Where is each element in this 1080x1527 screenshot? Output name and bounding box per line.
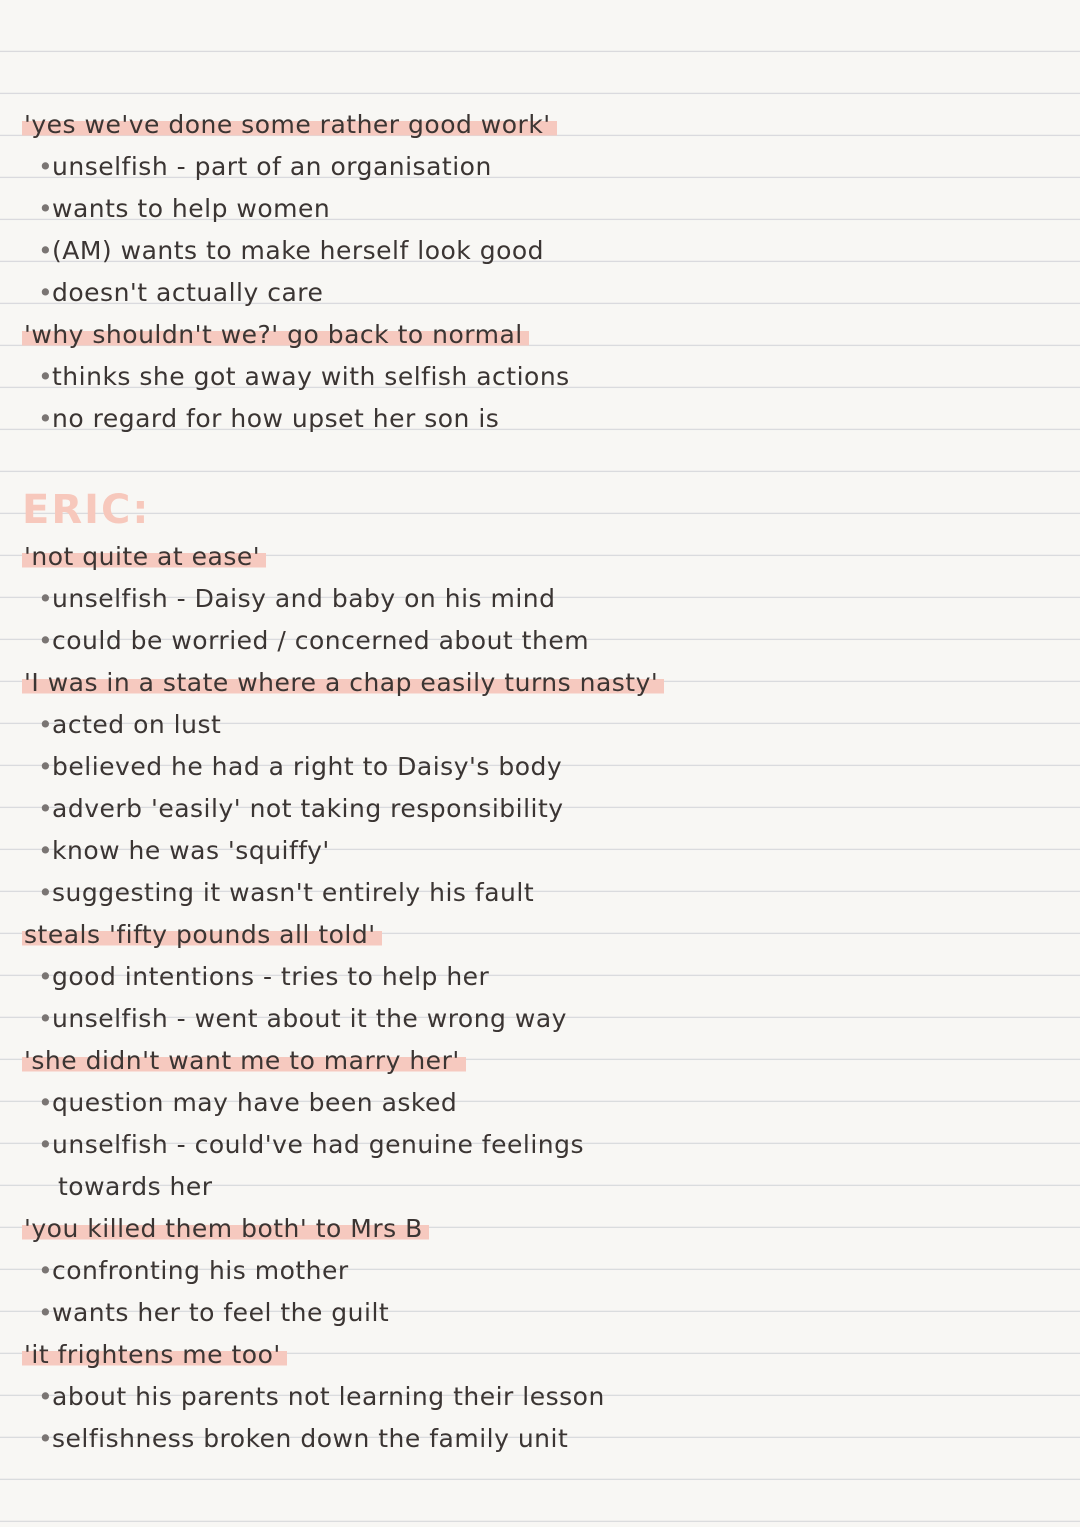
bullet-line — [22, 1376, 1062, 1418]
bullet-line — [22, 1250, 1062, 1292]
blank-line — [22, 440, 1062, 482]
quote-highlight: 'why shouldn't we?' go back to normal — [22, 320, 529, 349]
bullet-dot-icon: • — [38, 1424, 54, 1453]
bullet-dot-icon: • — [38, 836, 54, 865]
bullet-line — [22, 830, 1062, 872]
bullet-line — [22, 272, 1062, 314]
bullet-text: adverb 'easily' not taking responsibility — [52, 794, 564, 823]
bullet-dot-icon: • — [38, 152, 54, 181]
bullet-dot-icon: • — [38, 1298, 54, 1327]
bullet-dot-icon: • — [38, 626, 54, 655]
bullet-dot-icon: • — [38, 404, 54, 433]
quote-line — [22, 104, 1062, 146]
bullet-text: wants her to feel the guilt — [52, 1298, 390, 1327]
bullet-dot-icon: • — [38, 710, 54, 739]
bullet-text: no regard for how upset her son is — [52, 404, 500, 433]
bullet-dot-icon: • — [38, 362, 54, 391]
quote-highlight: 'not quite at ease' — [22, 542, 266, 571]
bullet-text: unselfish - could've had genuine feelings — [52, 1130, 584, 1159]
bullet-dot-icon: • — [38, 1130, 54, 1159]
bullet-line — [22, 788, 1062, 830]
bullet-text: good intentions - tries to help her — [52, 962, 490, 991]
bullet-line — [22, 1082, 1062, 1124]
quote-line — [22, 314, 1062, 356]
bullet-text: could be worried / concerned about them — [52, 626, 590, 655]
bullet-text: question may have been asked — [52, 1088, 458, 1117]
quote-line — [22, 536, 1062, 578]
bullet-line — [22, 704, 1062, 746]
quote-highlight: 'you killed them both' to Mrs B — [22, 1214, 429, 1243]
bullet-text: confronting his mother — [52, 1256, 349, 1285]
bullet-text: acted on lust — [52, 710, 222, 739]
quote-highlight: 'yes we've done some rather good work' — [22, 110, 557, 139]
bullet-text: suggesting it wasn't entirely his fault — [52, 878, 535, 907]
quote-line — [22, 1208, 1062, 1250]
bullet-dot-icon: • — [38, 794, 54, 823]
bullet-line — [22, 230, 1062, 272]
quote-highlight: 'she didn't want me to marry her' — [22, 1046, 466, 1075]
notes-content — [22, 104, 1062, 1460]
bullet-line — [22, 746, 1062, 788]
bullet-text: unselfish - Daisy and baby on his mind — [52, 584, 556, 613]
bullet-text: know he was 'squiffy' — [52, 836, 330, 865]
section-heading: ERIC: — [22, 487, 151, 533]
bullet-dot-icon: • — [38, 1004, 54, 1033]
quote-highlight: 'I was in a state where a chap easily turns nasty' — [22, 668, 664, 697]
continuation-text: towards her — [58, 1172, 213, 1201]
bullet-text: unselfish - went about it the wrong way — [52, 1004, 567, 1033]
bullet-text: thinks she got away with selfish actions — [52, 362, 570, 391]
quote-line — [22, 1334, 1062, 1376]
quote-line — [22, 662, 1062, 704]
quote-highlight: 'it frightens me too' — [22, 1340, 287, 1369]
quote-highlight: steals 'fifty pounds all told' — [22, 920, 382, 949]
bullet-line — [22, 998, 1062, 1040]
bullet-line — [22, 956, 1062, 998]
bullet-line — [22, 1418, 1062, 1460]
quote-line — [22, 914, 1062, 956]
bullet-dot-icon: • — [38, 1256, 54, 1285]
bullet-line — [22, 146, 1062, 188]
bullet-text: unselfish - part of an organisation — [52, 152, 492, 181]
continuation-line — [22, 1166, 1062, 1208]
bullet-dot-icon: • — [38, 752, 54, 781]
bullet-dot-icon: • — [38, 236, 54, 265]
bullet-line — [22, 1292, 1062, 1334]
bullet-line — [22, 1124, 1062, 1166]
bullet-line — [22, 188, 1062, 230]
quote-line — [22, 1040, 1062, 1082]
bullet-text: doesn't actually care — [52, 278, 324, 307]
bullet-dot-icon: • — [38, 1382, 54, 1411]
bullet-dot-icon: • — [38, 878, 54, 907]
bullet-text: about his parents not learning their lesson — [52, 1382, 605, 1411]
bullet-dot-icon: • — [38, 194, 54, 223]
bullet-line — [22, 398, 1062, 440]
bullet-dot-icon: • — [38, 1088, 54, 1117]
bullet-dot-icon: • — [38, 962, 54, 991]
bullet-text: selfishness broken down the family unit — [52, 1424, 569, 1453]
bullet-line — [22, 872, 1062, 914]
bullet-line — [22, 578, 1062, 620]
bullet-dot-icon: • — [38, 278, 54, 307]
bullet-text: (AM) wants to make herself look good — [52, 236, 545, 265]
bullet-line — [22, 356, 1062, 398]
bullet-dot-icon: • — [38, 584, 54, 613]
bullet-text: believed he had a right to Daisy's body — [52, 752, 563, 781]
bullet-line — [22, 620, 1062, 662]
bullet-text: wants to help women — [52, 194, 331, 223]
